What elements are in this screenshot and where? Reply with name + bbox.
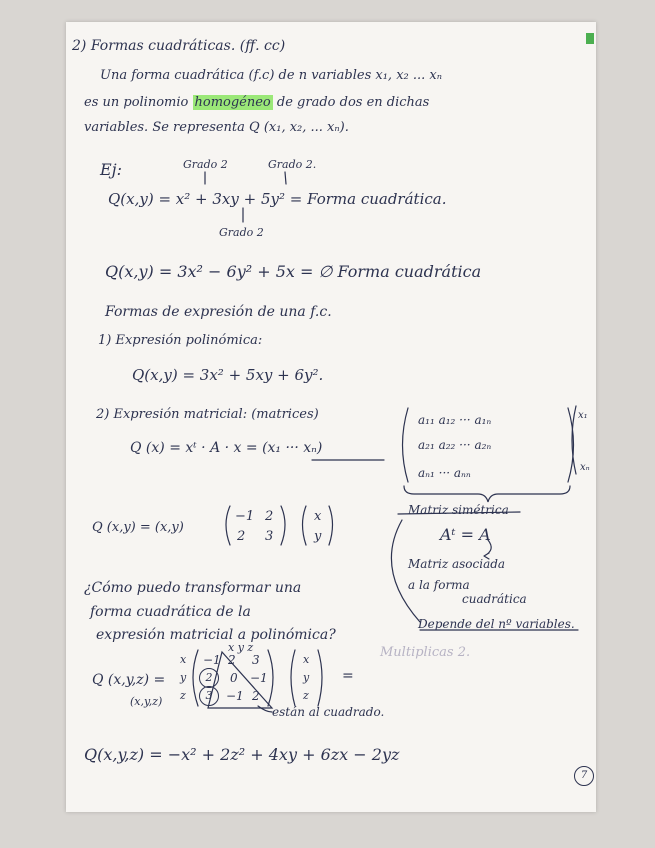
note-associated-1: Matriz asociada	[408, 557, 506, 571]
intro-line-1: Una forma cuadrática (f.c) de n variables x₁, x₂ ... xₙ	[100, 68, 443, 83]
m3-r1c2: 2	[228, 653, 236, 667]
example-equation-2: Q(x,y) = 3x² − 6y² + 5x = ∅ Forma cuadrática	[105, 262, 482, 281]
intro-line-2-end: de grado dos en dichas	[276, 95, 430, 110]
note-depends: Depende del nº variables.	[418, 617, 575, 631]
vector-first-entry: x₁	[578, 410, 588, 421]
note-associated-2: a la forma	[408, 578, 470, 592]
example2-v1: x	[314, 509, 322, 524]
final-equation: Q(x,y,z) = −x² + 2z² + 4xy + 6zx − 2yz	[84, 745, 400, 764]
m3-vec-z: z	[303, 689, 309, 702]
intro-line-2	[84, 95, 429, 110]
example2-m22: 3	[265, 529, 274, 544]
m3-r3c3: 2	[252, 689, 260, 703]
section-title: 2) Formas cuadráticas. (ff. cc)	[72, 38, 286, 54]
vector-last-entry: xₙ	[580, 462, 590, 473]
m3-vec-x: x	[303, 653, 310, 666]
example2-m12: 2	[265, 509, 274, 524]
note-associated-3: cuadrática	[462, 592, 527, 606]
matrix3-rowlabel-y: y	[180, 671, 187, 684]
note-symmetric: Matriz simétrica	[408, 503, 509, 517]
example3-lhs: Q (x,y,z) =	[92, 672, 166, 688]
question-line-2: forma cuadrática de la	[90, 604, 251, 620]
grado-label-b: Grado 2.	[268, 158, 317, 171]
example2-m21: 2	[237, 529, 246, 544]
example2-v2: y	[314, 529, 322, 544]
m3-vec-y: y	[303, 671, 310, 684]
matrix-row-2: a₂₁ a₂₂ ··· a₂ₙ	[418, 438, 492, 452]
matrix-row-n: aₙ₁ ··· aₙₙ	[418, 466, 471, 480]
expression-heading: Formas de expresión de una f.c.	[105, 304, 332, 320]
example-label: Ej:	[100, 160, 123, 179]
example2-lhs: Q (x,y) = (x,y)	[92, 520, 184, 535]
polynomial-equation: Q(x,y) = 3x² + 5xy + 6y².	[132, 366, 324, 384]
m3-r2c3: −1	[250, 671, 268, 685]
example3-row-vector: (x,y,z)	[130, 695, 163, 708]
m3-r2c1-circled: 2	[199, 668, 219, 688]
grado-label-a: Grado 2	[183, 158, 228, 171]
example2-m11: −1	[235, 509, 255, 524]
intro-line-3: variables. Se representa Q (x₁, x₂, ... xₙ).	[84, 120, 349, 135]
highlighted-word: homogéneo	[194, 95, 271, 110]
m3-r3c1-circled: 3	[199, 686, 219, 706]
m3-r2c2: 0	[230, 671, 238, 685]
grado-label-c: Grado 2	[219, 226, 264, 239]
green-page-tab	[586, 33, 594, 44]
expression-item-1: 1) Expresión polinómica:	[98, 333, 263, 348]
pencil-note: Multiplicas 2.	[380, 645, 471, 660]
page-number: 7	[574, 766, 594, 786]
matrix3-column-headers: x y z	[228, 641, 254, 654]
m3-equals: =	[342, 668, 354, 684]
matrix3-rowlabel-z: z	[180, 689, 186, 702]
matrix-equation: Q (x) = xᵗ · A · x = (x₁ ··· xₙ)	[130, 440, 323, 456]
intro-line-2-start: es un polinomio	[84, 95, 189, 110]
example-equation-1: Q(x,y) = x² + 3xy + 5y² = Forma cuadrática.	[108, 190, 447, 208]
note-transpose-eq: Aᵗ = A	[440, 525, 491, 544]
question-line-3: expresión matricial a polinómica?	[96, 627, 336, 643]
question-line-1: ¿Cómo puedo transformar una	[84, 580, 302, 596]
squared-note: están al cuadrado.	[272, 705, 385, 719]
expression-item-2: 2) Expresión matricial: (matrices)	[96, 407, 319, 422]
matrix-row-1: a₁₁ a₁₂ ··· a₁ₙ	[418, 413, 492, 427]
m3-r1c1: −1	[203, 653, 221, 667]
m3-r1c3: 3	[252, 653, 260, 667]
m3-r3c2: −1	[226, 689, 244, 703]
matrix3-rowlabel-x: x	[180, 653, 187, 666]
